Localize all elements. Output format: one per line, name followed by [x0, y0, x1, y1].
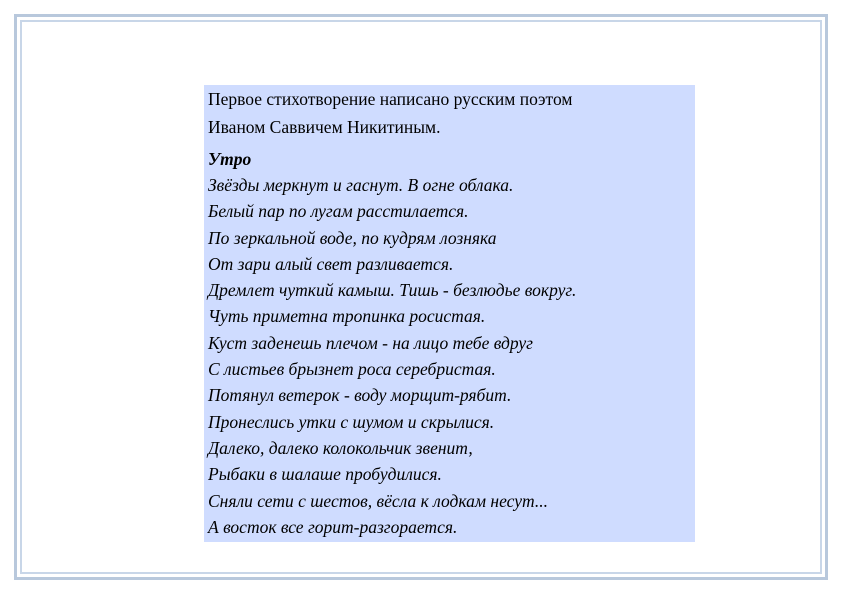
poem-line: А восток все горит-разгорается. — [208, 516, 458, 537]
poem-line: Белый пар по лугам расстилается. — [208, 201, 469, 222]
poem-line: Далеко, далеко колокольчик звенит, — [208, 437, 473, 458]
poem-line: По зеркальной воде, по кудрям лозняка — [208, 227, 497, 248]
poem-line: Рыбаки в шалаше пробудилися. — [208, 464, 442, 485]
poem-line: С листьев брызнет роса серебристая. — [208, 359, 496, 380]
poem-line: Дремлет чуткий камыш. Тишь - безлюдье вокруг. — [208, 280, 577, 301]
intro-line-1: Первое стихотворение написано русским поэтом — [208, 89, 573, 109]
poem-text-box — [204, 85, 695, 542]
poem-line: Пронеслись утки с шумом и скрылися. — [208, 411, 495, 432]
intro-line-2: Иваном Саввичем Никитиным. — [208, 117, 441, 137]
poem-line: Сняли сети с шестов, вёсла к лодкам несут... — [208, 490, 549, 511]
poem-line: Куст заденешь плечом - на лицо тебе вдруг — [208, 332, 533, 353]
poem-line: Чуть приметна тропинка росистая. — [208, 306, 486, 327]
poem-body — [208, 172, 691, 540]
poem-line: Потянул ветерок - воду морщит-рябит. — [208, 385, 512, 406]
poem-title: Утро — [208, 149, 252, 169]
poem-line: От зари алый свет разливается. — [208, 253, 454, 274]
intro-paragraph — [208, 85, 691, 141]
poem-line: Звёзды меркнут и гаснут. В огне облака. — [208, 175, 514, 195]
